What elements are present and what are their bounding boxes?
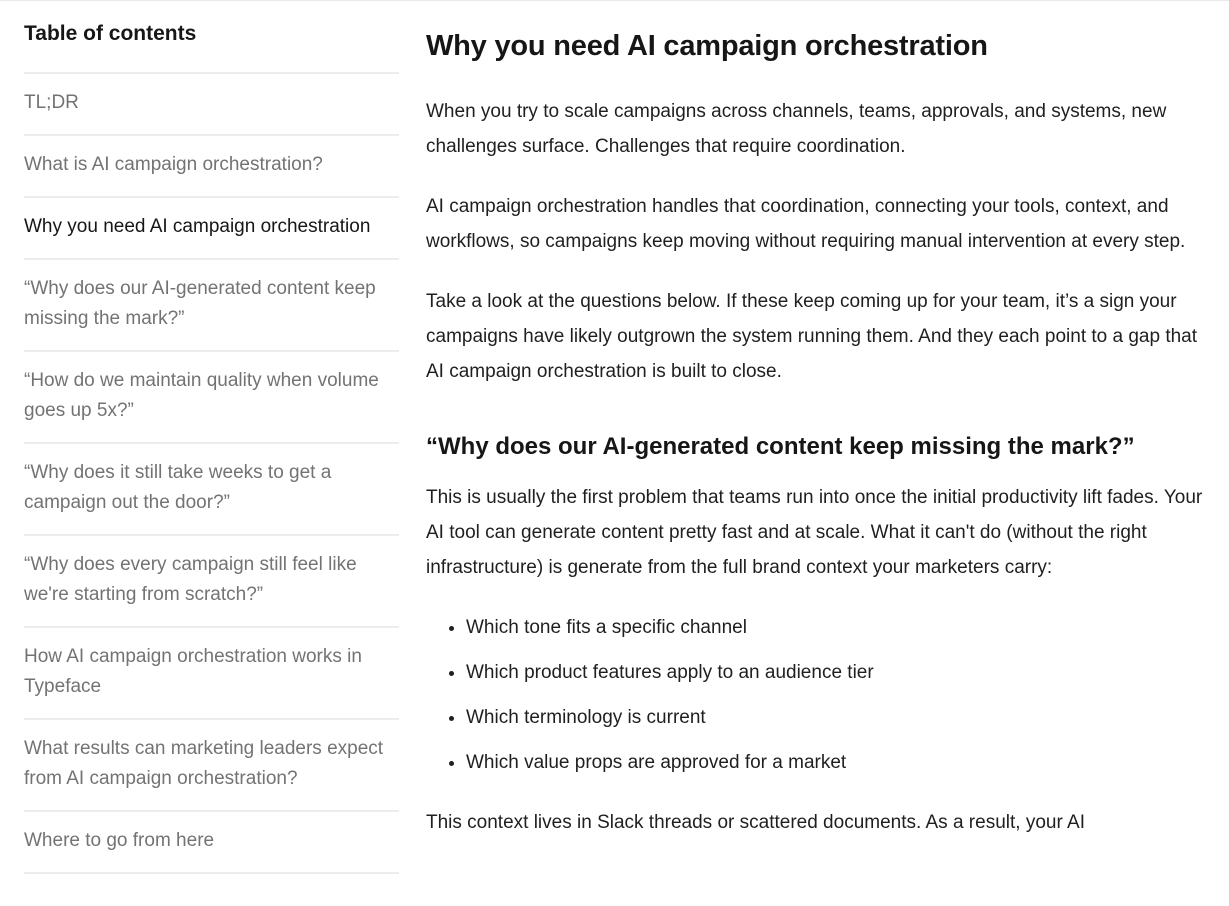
toc-item-why-you-need[interactable]: Why you need AI campaign orchestration — [24, 198, 399, 260]
toc-item-starting-from-scratch[interactable]: “Why does every campaign still feel like we're starting from scratch?” — [24, 536, 399, 628]
list-item: • Which tone fits a specific channel — [466, 610, 1218, 645]
toc-item-where-to-go[interactable]: Where to go from here — [24, 812, 399, 874]
subsection-heading: “Why does our AI-generated content keep missing the mark?” — [426, 433, 1135, 460]
toc-title: Table of contents — [24, 20, 399, 74]
article — [426, 1, 1218, 840]
toc-item-maintain-quality[interactable]: “How do we maintain quality when volume goes up 5x?” — [24, 352, 399, 444]
section-heading: Why you need AI campaign orchestration — [426, 30, 988, 62]
list-item: • Which product features apply to an audience tier — [466, 655, 1218, 690]
toc-item-how-it-works[interactable]: How AI campaign orchestration works in Typeface — [24, 628, 399, 720]
toc-item-what-is[interactable]: What is AI campaign orchestration? — [24, 136, 399, 198]
paragraph: This is usually the first problem that teams run into once the initial productivity lift fades. Your AI tool can generate content pretty fast and at scale. What it can't do (without the right infrastructure) is generate from the full brand context your marketers carry: — [426, 487, 1203, 578]
list-item: • Which value props are approved for a market — [466, 745, 1218, 780]
toc-item-results[interactable]: What results can marketing leaders expect from AI campaign orchestration? — [24, 720, 399, 812]
toc-item-take-weeks[interactable]: “Why does it still take weeks to get a campaign out the door?” — [24, 444, 399, 536]
list-item: • Which terminology is current — [466, 700, 1218, 735]
toc-list — [24, 74, 399, 874]
bullet-list — [426, 610, 1218, 780]
paragraph: Take a look at the questions below. If these keep coming up for your team, it’s a sign your campaigns have likely outgrown the system running them. And they each point to a gap that AI campaign orchestration is built to close. — [426, 291, 1198, 382]
table-of-contents — [24, 1, 399, 874]
paragraph: AI campaign orchestration handles that coordination, connecting your tools, context, and workflows, so campaigns keep moving without requiring manual intervention at every step. — [426, 196, 1186, 252]
toc-item-tldr[interactable]: TL;DR — [24, 74, 399, 136]
paragraph: This context lives in Slack threads or scattered documents. As a result, your AI — [426, 812, 1085, 833]
toc-item-content-missing-mark[interactable]: “Why does our AI-generated content keep missing the mark?” — [24, 260, 399, 352]
paragraph: When you try to scale campaigns across channels, teams, approvals, and systems, new challenges surface. Challenges that require coordination. — [426, 101, 1167, 157]
